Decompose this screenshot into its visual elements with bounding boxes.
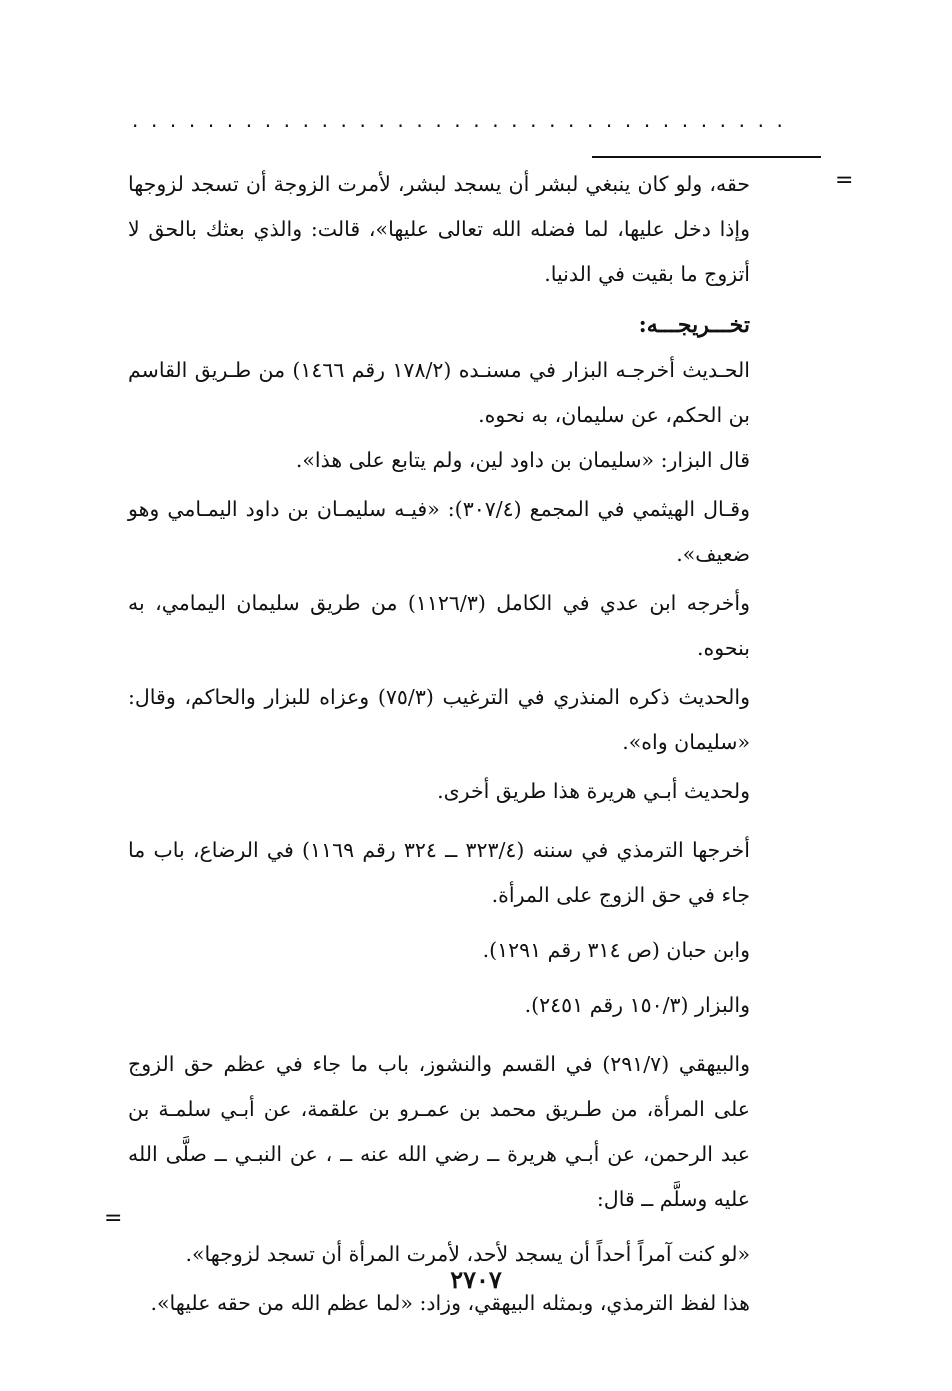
paragraph-wording-note: هذا لفظ الترمذي، وبمثله البيهقي، وزاد: «لما عظم الله من حقه عليها». xyxy=(150,1291,750,1315)
footnote-body xyxy=(128,162,750,1326)
paragraph-hadith-ending: حقه، ولو كان ينبغي لبشر أن يسجد لبشر، لأمرت الزوجة أن تسجد لزوجها وإذا دخل عليها، لما فضله الله تعالى عليها»، قالت: والذي بعثك بالحق لا أتزوج ما بقيت في الدنيا. xyxy=(128,172,750,286)
continuation-mark-top: = xyxy=(835,168,854,193)
paragraph-tirmidhi: أخرجها الترمذي في سننه (٣٢٣/٤ ــ ٣٢٤ رقم ١١٦٩) في الرضاع، باب ما جاء في حق الزوج على المرأة. xyxy=(128,838,751,907)
footnote-rule xyxy=(592,156,821,158)
paragraph-hadith-text: «لو كنت آمراً أحداً أن يسجد لأحد، لأمرت المرأة أن تسجد لزوجها». xyxy=(185,1242,750,1266)
continuation-mark-bottom: = xyxy=(104,1206,123,1231)
paragraph-bazzar-comment: قال البزار: «سليمان بن داود لين، ولم يتابع على هذا». xyxy=(295,448,750,472)
section-heading-takhrij: تخـــريجـــه: xyxy=(638,312,750,338)
page-number: ٢٧٠٧ xyxy=(450,1265,502,1294)
paragraph-bazzar-second: والبزار (١٥٠/٣ رقم ٢٤٥١). xyxy=(524,993,750,1017)
paragraph-ibn-hibban: وابن حبان (ص ٣١٤ رقم ١٢٩١). xyxy=(482,938,750,962)
paragraph-another-route: ولحديث أبـي هريرة هذا طريق أخرى. xyxy=(437,779,750,803)
paragraph-bayhaqi: والبيهقي (٢٩١/٧) في القسم والنشوز، باب ما جاء في عظم حق الزوج على المرأة، من طـريق محمد بن عمـرو بن علقمة، عن أبـي سلمـة بن عبد الرحمن، عن أبـي هريرة ــ رضي الله عنه ــ ، عن النبـي ــ صلَّى الله عليه وسلَّم ــ قال: xyxy=(128,1052,750,1211)
paragraph-ibn-adi: وأخرجه ابن عدي في الكامل (١١٢٦/٣) من طريق سليمان اليمامي، به بنحوه. xyxy=(128,591,750,660)
header-dots-separator: ................................... xyxy=(132,110,796,130)
paragraph-mundhiri: والحديث ذكره المنذري في الترغيب (٧٥/٣) وعزاه للبزار والحاكم، وقال: «سليمان واه». xyxy=(128,685,750,754)
paragraph-haythami: وقـال الهيثمي في المجمع (٣٠٧/٤): «فيـه سليمـان بن داود اليمـامي وهو ضعيف». xyxy=(128,497,750,566)
paragraph-bazzar-source: الحـديث أخرجـه البزار في مسنـده (١٧٨/٢ رقم ١٤٦٦) من طـريق القاسم بن الحكم، عن سليمان، به نحوه. xyxy=(128,358,750,427)
